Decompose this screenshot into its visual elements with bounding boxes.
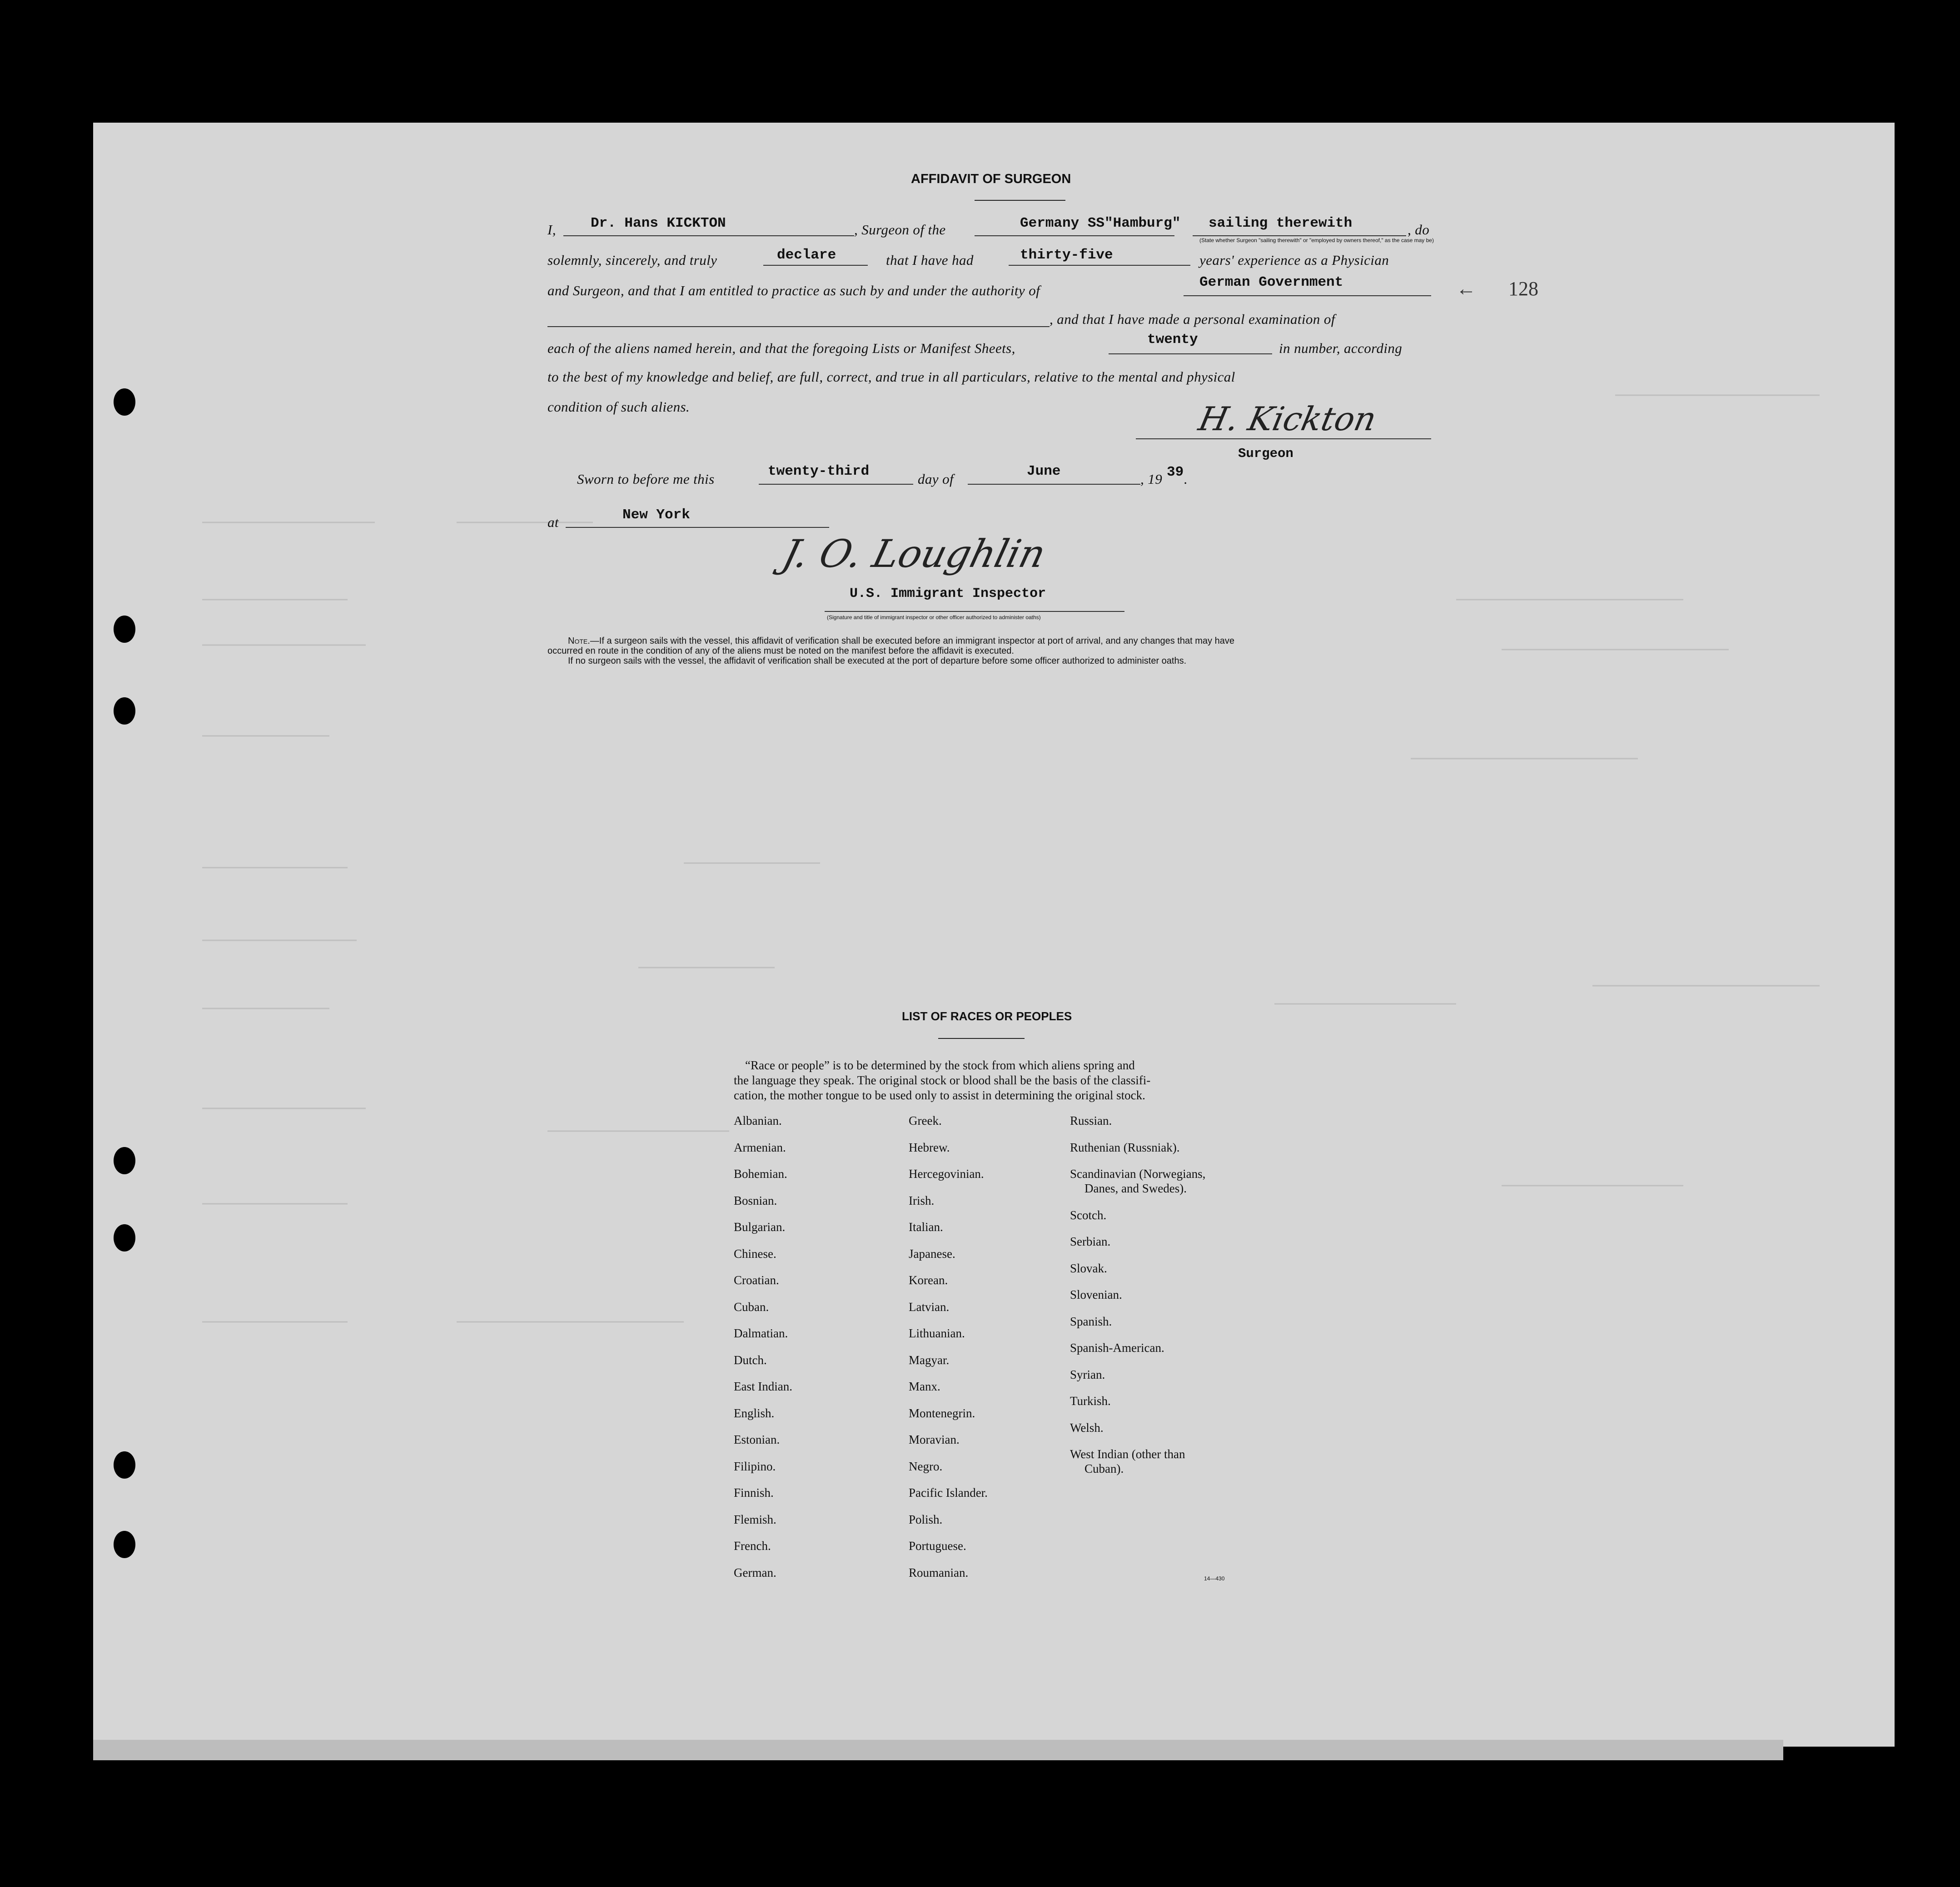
race-entry: Flemish.	[734, 1512, 776, 1526]
race-entry: Polish.	[909, 1512, 943, 1526]
oath-word[interactable]: declare	[777, 247, 836, 263]
sworn-end: .	[1184, 471, 1188, 487]
race-entry: Montenegrin.	[909, 1406, 975, 1420]
signature-line	[1136, 438, 1431, 439]
race-entry: Pacific Islander.	[909, 1486, 988, 1500]
surgeon-label: Surgeon	[1238, 446, 1293, 461]
races-title: LIST OF RACES OR PEOPLES	[902, 1009, 1072, 1023]
race-entry: Greek.	[909, 1114, 942, 1127]
race-entry: Irish.	[909, 1193, 935, 1207]
sworn-year[interactable]: 39	[1167, 464, 1184, 480]
sworn-day[interactable]: twenty-third	[768, 463, 870, 479]
sworn-day-line	[759, 484, 913, 485]
races-column-1	[734, 1114, 897, 1586]
sheet-count-line	[1109, 353, 1272, 354]
oath-line	[763, 265, 868, 266]
race-entry: Moravian.	[909, 1433, 960, 1446]
race-entry: Hercegovinian.	[909, 1167, 984, 1181]
inspector-title: U.S. Immigrant Inspector	[850, 586, 1046, 601]
race-entry: Magyar.	[909, 1353, 950, 1367]
race-entry: East Indian.	[734, 1380, 792, 1393]
race-entry: Hebrew.	[909, 1140, 950, 1154]
sworn-pre: Sworn to before me this	[577, 471, 715, 487]
race-entry: Filipino.	[734, 1459, 776, 1473]
sailing-status[interactable]: sailing therewith	[1209, 215, 1353, 231]
surgeon-signature: H. Kickton	[1195, 400, 1380, 438]
race-entry: Armenian.	[734, 1140, 786, 1154]
note-line-1	[568, 636, 1234, 646]
race-entry: West Indian (other than	[1070, 1447, 1185, 1461]
race-entry: Roumanian.	[909, 1565, 969, 1579]
race-entry: Danes, and Swedes).	[1084, 1182, 1187, 1195]
race-entry: Dutch.	[734, 1353, 767, 1367]
race-entry: Albanian.	[734, 1114, 782, 1127]
sworn-month[interactable]: June	[1027, 463, 1061, 479]
vessel-line	[975, 235, 1174, 236]
form-number: 128	[1508, 278, 1538, 300]
sailing-line	[1193, 235, 1406, 236]
line7: condition of such aliens.	[547, 399, 690, 415]
race-entry: Finnish.	[734, 1486, 774, 1500]
race-entry: Dalmatian.	[734, 1326, 788, 1340]
races-column-2	[909, 1114, 1054, 1586]
race-entry: Japanese.	[909, 1246, 955, 1261]
inspector-signature: J. O. Loughlin	[778, 531, 1050, 576]
race-entry: Welsh.	[1070, 1420, 1104, 1435]
title-underline	[975, 200, 1065, 201]
vessel-name[interactable]: Germany SS"Hamburg"	[1020, 215, 1181, 231]
line2-mid: that I have had	[886, 252, 974, 268]
race-entry: Bohemian.	[734, 1167, 787, 1181]
race-entry: Slovenian.	[1070, 1288, 1122, 1301]
races-intro-1: “Race or people” is to be determined by the stock from which aliens spring and	[745, 1058, 1135, 1072]
surgeon-name-line	[563, 235, 854, 236]
affidavit-title: AFFIDAVIT OF SURGEON	[911, 172, 1071, 186]
race-entry: Negro.	[909, 1459, 943, 1473]
arrow-mark: ←	[1456, 278, 1476, 300]
races-column-3	[1070, 1114, 1261, 1586]
race-entry: Cuban.	[734, 1300, 769, 1314]
races-intro-3: cation, the mother tongue to be used only to assist in determining the original stock.	[734, 1088, 1145, 1102]
years-experience[interactable]: thirty-five	[1020, 247, 1113, 263]
sworn-month-line	[968, 484, 1140, 485]
line2-pre: solemnly, sincerely, and truly	[547, 252, 717, 268]
race-entry: Korean.	[909, 1273, 948, 1287]
race-entry: Chinese.	[734, 1246, 776, 1261]
race-entry: Spanish.	[1070, 1314, 1112, 1328]
line1-end: , do	[1408, 222, 1430, 238]
race-entry: Scandinavian (Norwegians,	[1070, 1167, 1206, 1181]
race-entry: Estonian.	[734, 1433, 780, 1446]
years-line	[1009, 265, 1190, 266]
race-entry: Russian.	[1070, 1114, 1112, 1127]
race-entry: Italian.	[909, 1220, 943, 1234]
authority-line-2	[547, 326, 1050, 327]
sailing-note: (State whether Surgeon "sailing therewith" or "employed by owners thereof," as the case may be)	[1199, 237, 1434, 243]
races-title-underline	[938, 1038, 1025, 1039]
sworn-mid: day of	[918, 471, 954, 487]
sheet-count[interactable]: twenty	[1147, 332, 1198, 348]
race-entry: Bosnian.	[734, 1193, 777, 1207]
inspector-line	[825, 611, 1124, 612]
note-line-3: If no surgeon sails with the vessel, the affidavit of verification shall be executed at the port of departure before some officer authorized to administer oaths.	[568, 656, 1187, 666]
race-entry: Spanish-American.	[1070, 1341, 1164, 1355]
race-entry: Serbian.	[1070, 1235, 1111, 1248]
race-entry: French.	[734, 1539, 771, 1553]
race-entry: Slovak.	[1070, 1261, 1107, 1275]
race-entry: Croatian.	[734, 1273, 779, 1287]
note-line-2: occurred en route in the condition of any of the aliens must be noted on the manifest before the affidavit is executed.	[547, 646, 1014, 656]
note-lead: Note.	[568, 636, 590, 646]
place-line	[566, 527, 829, 528]
race-entry: Syrian.	[1070, 1367, 1105, 1381]
race-entry: Scotch.	[1070, 1208, 1107, 1222]
race-entry: English.	[734, 1406, 775, 1420]
line4-end: , and that I have made a personal examination of	[1050, 311, 1335, 327]
place[interactable]: New York	[622, 507, 690, 523]
race-entry: Bulgarian.	[734, 1220, 786, 1234]
line2-end: years' experience as a Physician	[1199, 252, 1389, 268]
race-entry: Manx.	[909, 1380, 940, 1393]
race-entry: Ruthenian (Russniak).	[1070, 1140, 1180, 1154]
race-entry: Portuguese.	[909, 1539, 966, 1553]
sworn-year-prefix: , 19	[1140, 471, 1163, 487]
surgeon-name[interactable]: Dr. Hans KICKTON	[591, 215, 726, 231]
race-entry: Turkish.	[1070, 1394, 1111, 1408]
line1-pre: I,	[547, 222, 556, 238]
form-code: 14—430	[1204, 1575, 1225, 1582]
race-entry: German.	[734, 1565, 776, 1579]
race-entry: Cuban).	[1084, 1462, 1124, 1475]
authority[interactable]: German Government	[1199, 274, 1343, 290]
note-text-1: —If a surgeon sails with the vessel, this affidavit of verification shall be executed before an immigrant inspector at port of arrival, and any changes that may have	[590, 636, 1234, 646]
at-label: at	[547, 514, 559, 530]
line1-mid: , Surgeon of the	[854, 222, 946, 238]
line5-end: in number, according	[1279, 340, 1403, 356]
authority-line	[1184, 295, 1431, 296]
line3-pre: and Surgeon, and that I am entitled to practice as such by and under the authority of	[547, 283, 1040, 298]
inspector-caption: (Signature and title of immigrant inspector or other officer authorized to administer oaths)	[827, 614, 1041, 621]
races-intro-2: the language they speak. The original stock or blood shall be the basis of the classifi-	[734, 1073, 1151, 1087]
race-entry: Lithuanian.	[909, 1326, 965, 1340]
line6: to the best of my knowledge and belief, are full, correct, and true in all particulars, relative to the mental and physical	[547, 369, 1235, 385]
line5-pre: each of the aliens named herein, and that the foregoing Lists or Manifest Sheets,	[547, 340, 1015, 356]
race-entry: Latvian.	[909, 1300, 950, 1314]
